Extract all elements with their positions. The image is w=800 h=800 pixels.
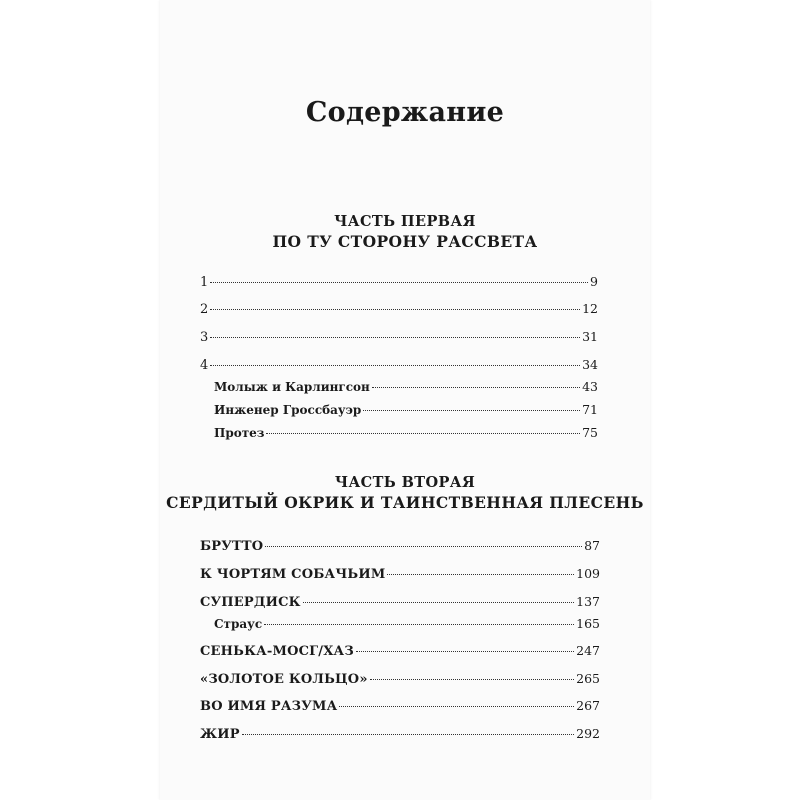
dot-leader xyxy=(266,433,580,434)
toc-entry[interactable] xyxy=(200,698,600,715)
toc-entry-page: 265 xyxy=(576,671,600,686)
toc-entry[interactable] xyxy=(200,726,600,743)
toc-entry-label: 4 xyxy=(200,358,209,373)
toc-entry-page: 137 xyxy=(576,594,600,609)
toc-entry-page: 75 xyxy=(582,425,598,440)
toc-entry-label: Инженер Гроссбауэр xyxy=(214,403,362,417)
toc-entry-page: 43 xyxy=(582,379,598,394)
toc-entry[interactable] xyxy=(200,274,598,291)
toc-entry-page: 267 xyxy=(576,698,600,713)
toc-entry-page: 12 xyxy=(582,301,598,316)
toc-entry-label: ВО ИМЯ РАЗУМА xyxy=(200,699,338,714)
toc-entry-label: Страус xyxy=(214,617,263,631)
toc-entry[interactable] xyxy=(200,538,600,555)
toc-entry-label: СУПЕРДИСК xyxy=(200,595,301,610)
toc-entry-label: СЕНЬКА-МОСГ/ХАЗ xyxy=(200,644,354,659)
dot-leader xyxy=(370,679,574,680)
toc-entry-page: 71 xyxy=(582,402,598,417)
toc-entry[interactable] xyxy=(200,643,600,660)
dot-leader xyxy=(372,387,580,388)
toc-entry-page: 31 xyxy=(582,329,598,344)
part-two-subtitle: СЕРДИТЫЙ ОКРИК И ТАИНСТВЕННАЯ ПЛЕСЕНЬ xyxy=(166,493,644,512)
toc-entry-page: 34 xyxy=(582,357,598,372)
dot-leader xyxy=(210,337,580,338)
page-title: Содержание xyxy=(305,97,505,128)
part-two-heading xyxy=(160,473,650,513)
toc-entry-label: Молыж и Карлингсон xyxy=(214,380,370,394)
toc-subentry[interactable] xyxy=(214,425,598,441)
part-two-label: ЧАСТЬ ВТОРАЯ xyxy=(334,474,476,491)
dot-leader xyxy=(356,651,574,652)
toc-entry[interactable] xyxy=(200,357,598,374)
toc-entry-page: 247 xyxy=(576,643,600,658)
part-one-subtitle: ПО ТУ СТОРОНУ РАССВЕТА xyxy=(272,232,538,251)
dot-leader xyxy=(210,282,588,283)
toc-entry-page: 87 xyxy=(584,538,600,553)
book-page xyxy=(160,0,650,800)
toc-entry-page: 109 xyxy=(576,566,600,581)
toc-entry-label: К ЧОРТЯМ СОБАЧЬИМ xyxy=(200,567,386,582)
toc-entry-page: 9 xyxy=(590,274,598,289)
toc-entry[interactable] xyxy=(200,329,598,346)
toc-entry-label: ЖИР xyxy=(200,727,240,742)
dot-leader xyxy=(303,602,574,603)
toc-subentry[interactable] xyxy=(214,402,598,418)
dot-leader xyxy=(210,309,580,310)
toc-subentry[interactable] xyxy=(214,379,598,395)
dot-leader xyxy=(363,410,580,411)
part-one-heading xyxy=(160,212,650,252)
dot-leader xyxy=(242,734,574,735)
dot-leader xyxy=(264,624,574,625)
toc-entry-label: 3 xyxy=(200,330,209,345)
dot-leader xyxy=(339,706,574,707)
toc-entry[interactable] xyxy=(200,301,598,318)
toc-entry-label: Протез xyxy=(214,426,265,440)
toc-entry-page: 165 xyxy=(576,616,600,631)
toc-entry-label: 1 xyxy=(200,275,209,290)
toc-entry-label: «ЗОЛОТОЕ КОЛЬЦО» xyxy=(200,672,368,687)
toc-entry[interactable] xyxy=(200,566,600,583)
toc-entry-label: 2 xyxy=(200,302,209,317)
toc-entry-label: БРУТТО xyxy=(200,539,264,554)
dot-leader xyxy=(387,574,574,575)
toc-entry[interactable] xyxy=(200,671,600,688)
toc-entry[interactable] xyxy=(200,594,600,611)
dot-leader xyxy=(265,546,582,547)
toc-entry-page: 292 xyxy=(576,726,600,741)
dot-leader xyxy=(210,365,580,366)
part-one-label: ЧАСТЬ ПЕРВАЯ xyxy=(334,213,476,230)
toc-subentry[interactable] xyxy=(214,616,600,632)
